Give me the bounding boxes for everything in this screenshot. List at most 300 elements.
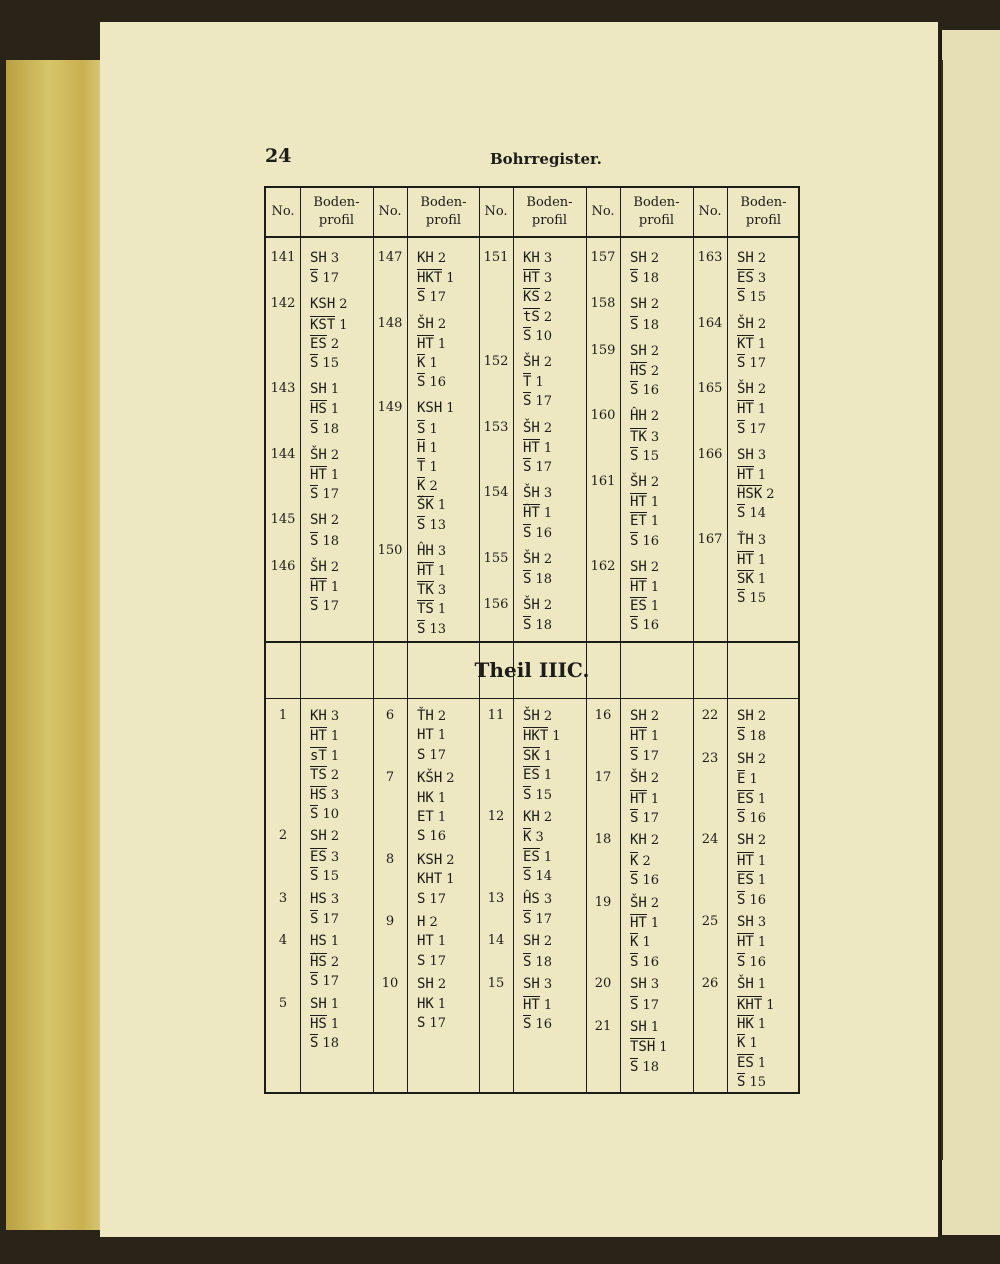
layer-code: ŠH: [417, 315, 434, 332]
profile-layer: [737, 466, 797, 483]
layer-code: K: [523, 829, 532, 846]
layer-code: S: [737, 891, 746, 908]
layer-value: 1: [757, 552, 767, 568]
layer-value: 3: [757, 915, 767, 930]
profile-layer: [630, 597, 690, 614]
layer-value: 2: [650, 709, 660, 724]
boring-number: 13: [487, 890, 505, 906]
layer-code: HT: [523, 439, 540, 456]
layer-code: HT: [737, 934, 754, 951]
layer-value: 1: [437, 810, 447, 825]
layer-code: S: [523, 953, 532, 970]
layer-code: ES: [737, 270, 754, 287]
layer-value: 1: [543, 506, 553, 522]
layer-code: HS: [310, 1016, 327, 1032]
boring-number: 161: [590, 474, 616, 489]
column-divider: [727, 188, 728, 1092]
layer-value: 1: [543, 997, 553, 1013]
layer-code: KH: [523, 809, 540, 825]
layer-code: ES: [310, 335, 327, 352]
boring-number: 162: [590, 558, 616, 574]
page-number: 24: [265, 145, 292, 167]
profile-layer: [737, 809, 797, 826]
book-page-edges: [6, 60, 114, 1230]
layer-code: S: [737, 1074, 746, 1091]
layer-code: S: [630, 447, 639, 464]
boring-number: 147: [377, 250, 403, 265]
book-page-right: [940, 30, 1000, 1235]
profile-layer: [417, 420, 477, 437]
layer-value: 1: [757, 853, 767, 869]
layer-code: KH: [417, 250, 434, 266]
layer-code: S: [523, 911, 532, 927]
layer-code: HT: [630, 579, 647, 595]
layer-value: 2: [650, 343, 660, 359]
layer-code: K: [417, 355, 426, 371]
profile-layer: [310, 400, 370, 417]
layer-value: 2: [330, 954, 340, 970]
layer-code: ĤS: [310, 953, 327, 970]
layer-code: S: [523, 393, 532, 410]
layer-code: ĤH: [417, 542, 434, 559]
layer-value: 15: [749, 591, 766, 607]
layer-code: S: [310, 806, 319, 822]
layer-code: SH: [310, 995, 327, 1012]
layer-value: 1: [437, 790, 447, 806]
profile-layer: [737, 269, 797, 286]
layer-value: 2: [766, 487, 775, 503]
profile-layer: [417, 354, 477, 371]
profile-layer: [417, 516, 477, 533]
layer-value: 2: [437, 251, 447, 266]
layer-value: 3: [757, 271, 767, 287]
layer-value: 1: [330, 382, 340, 398]
layer-value: 15: [322, 356, 339, 371]
boring-number: 23: [701, 750, 719, 766]
layer-code: SH: [737, 750, 754, 767]
layer-value: 2: [543, 810, 553, 825]
profile-layer: [523, 867, 583, 884]
layer-code: S: [523, 459, 532, 475]
layer-code: S: [737, 505, 746, 522]
boring-number: 149: [377, 400, 403, 416]
boring-number: 160: [590, 408, 616, 424]
profile-layer: [417, 871, 477, 887]
profile-layer: [523, 269, 583, 286]
layer-value: 2: [650, 475, 660, 490]
profile-layer: [417, 770, 477, 786]
layer-code: SH: [523, 933, 540, 950]
boring-number: 152: [483, 354, 509, 369]
layer-value: 16: [429, 375, 446, 391]
layer-value: 2: [757, 751, 767, 767]
profile-layer: [737, 485, 797, 502]
layer-code: S: [310, 420, 319, 437]
layer-code: HS: [310, 890, 327, 907]
boring-number: 159: [590, 342, 616, 358]
layer-value: 2: [650, 409, 660, 425]
layer-code: ES: [737, 872, 754, 889]
profile-layer: [417, 1015, 477, 1031]
layer-value: 3: [757, 447, 767, 463]
boring-number: 26: [701, 976, 719, 992]
layer-code: ES: [737, 790, 754, 807]
layer-value: 2: [429, 915, 438, 930]
layer-value: 2: [650, 833, 660, 849]
layer-code: ŠH: [630, 474, 647, 490]
profile-layer: [523, 392, 583, 409]
profile-layer: [310, 269, 370, 286]
layer-value: 3: [650, 429, 660, 445]
boring-number: 158: [590, 296, 616, 312]
layer-value: 16: [749, 954, 766, 970]
layer-value: 1: [650, 599, 660, 615]
boring-number: 4: [278, 933, 288, 949]
layer-code: HT: [417, 727, 434, 744]
layer-code: HT: [630, 494, 647, 511]
layer-code: S: [417, 516, 426, 533]
layer-code: ŠH: [737, 381, 754, 398]
profile-layer: [523, 327, 583, 344]
boring-number: 16: [594, 708, 612, 723]
layer-code: ŠH: [523, 419, 540, 436]
layer-code: HK: [737, 1016, 754, 1032]
profile-layer: [523, 485, 583, 501]
layer-value: 18: [749, 729, 766, 745]
profile-layer: [310, 532, 370, 549]
profile-layer: [630, 832, 690, 848]
boring-number: 10: [381, 976, 399, 992]
profile-layer: [737, 996, 797, 1013]
layer-code: S: [737, 728, 746, 745]
layer-value: 2: [437, 977, 447, 993]
layer-code: HT: [523, 270, 540, 287]
layer-value: 1: [642, 935, 651, 951]
layer-value: 3: [330, 787, 340, 803]
layer-value: 18: [322, 533, 339, 549]
layer-value: 2: [757, 709, 767, 724]
layer-value: 2: [446, 852, 455, 868]
layer-code: SH: [417, 976, 434, 993]
layer-code: SH: [310, 512, 327, 529]
profile-layer: [630, 953, 690, 970]
layer-code: tS: [523, 308, 540, 325]
layer-code: SH: [737, 914, 754, 930]
layer-value: 17: [642, 811, 659, 826]
header-no: No.: [484, 204, 508, 219]
profile-layer: [417, 620, 477, 637]
layer-value: 1: [650, 514, 660, 530]
boring-number: 5: [278, 995, 288, 1011]
layer-code: SK: [523, 747, 540, 764]
layer-code: KSH: [417, 400, 443, 417]
profile-layer: [417, 373, 477, 390]
layer-code: S: [737, 953, 746, 970]
layer-code: S: [310, 911, 319, 927]
layer-code: KH: [310, 708, 327, 724]
profile-layer: [417, 976, 477, 992]
profile-layer: [737, 832, 797, 848]
layer-code: H: [417, 439, 426, 456]
boring-number: 167: [697, 531, 723, 547]
profile-layer: [417, 288, 477, 305]
layer-value: 18: [322, 1036, 339, 1052]
layer-code: S: [310, 1035, 319, 1052]
profile-layer: [523, 288, 583, 305]
profile-layer: [630, 343, 690, 359]
profile-layer: [310, 316, 370, 333]
layer-code: T: [417, 459, 426, 475]
layer-value: 1: [757, 1055, 767, 1071]
profile-layer: [630, 708, 690, 724]
profile-layer: [523, 504, 583, 521]
layer-value: 2: [757, 382, 767, 398]
layer-value: 17: [322, 487, 339, 503]
profile-layer: [630, 996, 690, 1013]
header-no: No.: [591, 204, 615, 219]
layer-code: S: [523, 327, 532, 344]
layer-code: K: [630, 934, 639, 951]
profile-layer: [630, 976, 690, 992]
layer-code: ĤSK: [737, 486, 763, 503]
layer-code: HS: [310, 933, 327, 950]
layer-code: ŠH: [523, 550, 540, 567]
layer-value: 16: [429, 829, 446, 845]
profile-layer: [523, 786, 583, 803]
boring-number: 9: [385, 914, 395, 929]
profile-layer: [310, 766, 370, 783]
layer-value: 1: [543, 768, 553, 784]
boring-number: 151: [483, 250, 509, 265]
layer-code: S: [630, 953, 639, 970]
profile-layer: [523, 597, 583, 613]
layer-value: 3: [535, 830, 544, 846]
layer-value: 1: [437, 996, 447, 1012]
profile-layer: [737, 751, 797, 767]
layer-value: 1: [650, 916, 660, 931]
profile-layer: [523, 354, 583, 370]
profile-layer: [310, 828, 370, 844]
layer-code: SH: [630, 250, 647, 266]
layer-code: S: [417, 1015, 426, 1031]
layer-code: HT: [737, 401, 754, 418]
layer-value: 1: [330, 468, 340, 483]
boring-number: 145: [270, 512, 296, 528]
layer-value: 17: [535, 460, 552, 475]
layer-code: S: [417, 374, 426, 391]
layer-code: SH: [630, 296, 647, 313]
layer-value: 1: [429, 356, 438, 371]
layer-code: SH: [737, 446, 754, 463]
boring-number: 18: [594, 832, 612, 848]
layer-code: HK: [417, 789, 434, 806]
layer-code: ŠH: [630, 770, 647, 787]
layer-value: 2: [543, 420, 553, 436]
layer-value: 15: [642, 448, 659, 464]
layer-value: 14: [749, 506, 766, 522]
layer-value: 1: [749, 1036, 758, 1052]
layer-code: HT: [417, 335, 434, 352]
profile-layer: [523, 809, 583, 825]
profile-layer: [737, 953, 797, 970]
profile-layer: [310, 805, 370, 822]
layer-value: 17: [535, 394, 552, 410]
layer-value: 3: [437, 583, 447, 599]
layer-code: KSH: [417, 851, 443, 868]
boring-number: 1: [278, 708, 288, 723]
profile-layer: [737, 891, 797, 908]
layer-code: HT: [737, 551, 754, 568]
layer-code: ŠH: [523, 597, 540, 614]
boring-number: 163: [697, 250, 723, 265]
layer-value: 3: [650, 977, 660, 993]
layer-value: 2: [543, 709, 553, 724]
layer-code: ŠH: [523, 708, 540, 724]
layer-value: 18: [535, 618, 552, 634]
layer-value: 1: [330, 1017, 340, 1032]
profile-layer: [310, 867, 370, 884]
layer-code: S: [310, 486, 319, 503]
profile-layer: [417, 543, 477, 559]
layer-value: 17: [429, 891, 446, 907]
layer-value: 2: [757, 316, 767, 332]
layer-value: 1: [757, 873, 767, 889]
layer-code: KST: [310, 316, 336, 333]
profile-layer: [737, 933, 797, 950]
profile-layer: [737, 871, 797, 888]
boring-number: 15: [487, 976, 505, 992]
layer-value: 18: [642, 271, 659, 287]
layer-code: TS: [417, 601, 434, 618]
boring-number: 143: [270, 381, 296, 397]
layer-code: HT: [630, 915, 647, 931]
layer-code: S: [630, 996, 639, 1013]
layer-value: 16: [535, 1017, 552, 1032]
profile-layer: [310, 578, 370, 595]
layer-value: 17: [429, 747, 446, 763]
layer-code: SH: [630, 708, 647, 724]
profile-layer: [310, 933, 370, 949]
bohrregister-table: [264, 186, 800, 1094]
profile-layer: [417, 496, 477, 513]
layer-value: 2: [650, 251, 660, 266]
layer-value: 16: [749, 811, 766, 826]
layer-value: 16: [642, 383, 659, 399]
profile-layer: [630, 1058, 690, 1075]
profile-layer: [310, 485, 370, 502]
layer-value: 15: [749, 1075, 766, 1091]
profile-layer: [417, 400, 477, 416]
layer-value: 1: [330, 729, 340, 745]
profile-layer: [417, 996, 477, 1012]
layer-code: K: [630, 852, 639, 869]
profile-layer: [630, 381, 690, 398]
layer-code: S: [310, 355, 319, 371]
layer-code: S: [417, 746, 426, 763]
profile-layer: [417, 809, 477, 825]
layer-value: 1: [757, 572, 767, 587]
layer-code: ŠK: [417, 497, 434, 514]
column-divider: [513, 188, 514, 1092]
layer-value: 17: [535, 912, 552, 927]
layer-value: 2: [650, 895, 660, 911]
layer-value: 17: [749, 356, 766, 371]
layer-code: ES: [523, 848, 540, 865]
layer-value: 2: [437, 316, 447, 332]
layer-code: ĤS: [630, 363, 647, 379]
layer-value: 1: [749, 772, 758, 788]
layer-code: HK: [417, 995, 434, 1012]
layer-value: 1: [659, 1040, 668, 1056]
layer-code: E: [737, 771, 746, 788]
boring-number: 21: [594, 1019, 612, 1034]
profile-layer: [417, 335, 477, 352]
layer-value: 2: [437, 709, 447, 724]
boring-number: 22: [701, 708, 719, 723]
profile-layer: [523, 828, 583, 845]
profile-layer: [310, 727, 370, 744]
layer-code: S: [737, 355, 746, 371]
profile-layer: [417, 727, 477, 743]
layer-value: 2: [330, 447, 340, 463]
layer-value: 1: [330, 934, 340, 950]
layer-code: TS: [310, 767, 327, 784]
layer-value: 1: [446, 271, 455, 287]
layer-code: S: [523, 524, 532, 541]
profile-layer: [630, 895, 690, 911]
layer-value: 3: [330, 849, 340, 865]
layer-code: S: [310, 973, 319, 990]
profile-layer: [523, 747, 583, 764]
layer-value: 3: [543, 251, 553, 266]
layer-value: 1: [437, 934, 447, 950]
profile-layer: [630, 269, 690, 286]
layer-value: 1: [757, 336, 767, 352]
layer-value: 1: [766, 997, 775, 1013]
profile-layer: [417, 562, 477, 579]
layer-code: S: [523, 1016, 532, 1032]
layer-code: S: [630, 1058, 639, 1075]
layer-code: K: [737, 1035, 746, 1052]
header-bodenprofil: Boden- profil: [740, 195, 787, 228]
boring-number: 12: [487, 809, 505, 824]
profile-layer: [417, 790, 477, 806]
layer-value: 15: [322, 869, 339, 885]
layer-value: 2: [543, 598, 553, 614]
profile-layer: [630, 474, 690, 490]
profile-layer: [523, 996, 583, 1013]
profile-layer: [310, 354, 370, 371]
boring-number: 24: [701, 832, 719, 848]
profile-layer: [310, 910, 370, 927]
profile-layer: [737, 551, 797, 568]
layer-code: ŤH: [737, 531, 754, 548]
profile-layer: [310, 512, 370, 528]
layer-code: HKT: [417, 270, 443, 287]
running-head: Bohrregister.: [490, 150, 602, 168]
profile-layer: [630, 852, 690, 869]
profile-layer: [737, 570, 797, 587]
header-no: No.: [271, 204, 295, 219]
layer-value: 3: [330, 251, 340, 266]
layer-value: 2: [650, 559, 660, 575]
layer-code: SK: [737, 571, 754, 587]
profile-layer: [737, 727, 797, 744]
boring-number: 11: [487, 708, 505, 723]
layer-value: 1: [437, 564, 447, 579]
profile-layer: [417, 316, 477, 332]
layer-value: 17: [322, 974, 339, 990]
